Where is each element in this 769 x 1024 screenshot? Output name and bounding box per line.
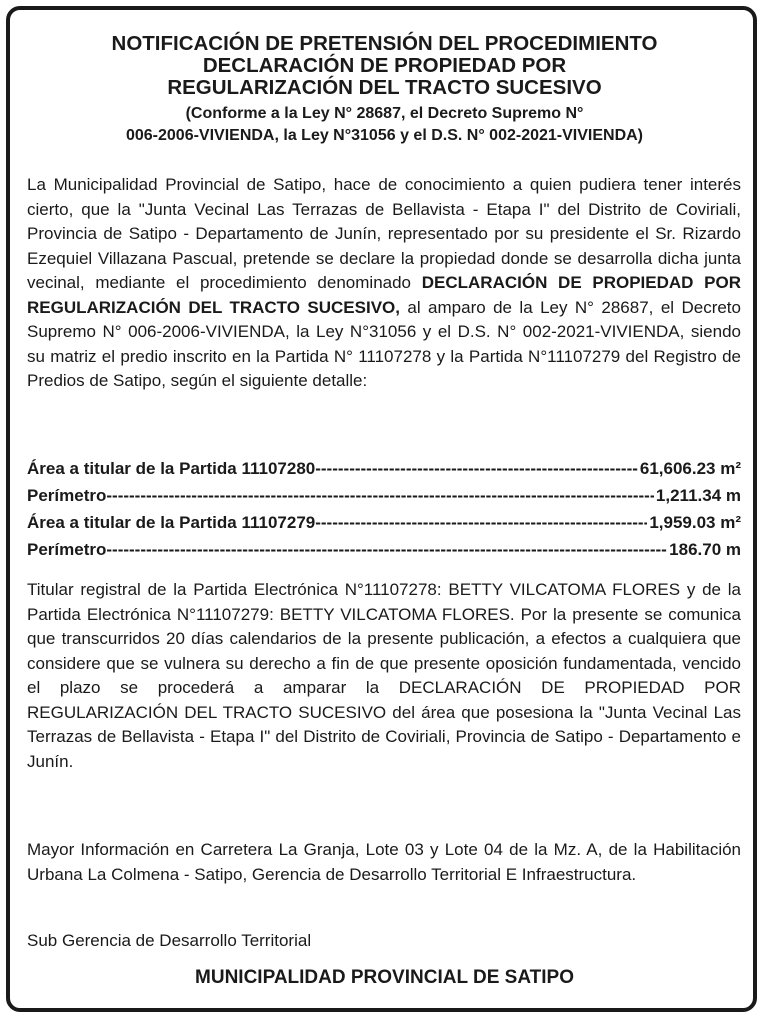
area-value-4: 186.70 m <box>669 540 741 559</box>
intro-paragraph <box>27 173 741 394</box>
title-line-3: REGULARIZACIÓN DEL TRACTO SUCESIVO <box>167 76 602 99</box>
intro-text-part2: al amparo de la Ley N° 28687, el Decreto Supremo N° 006-2006-VIVIENDA, la Ley N°31056 y el D.S. N° 002-2021-VIVIENDA, siendo su matriz el predio inscrito en la Partida N° 11107278 y la Partida N°11107279 del Registro de Predios de Satipo, según el siguiente detalle: <box>27 297 741 390</box>
issuer-name: MUNICIPALIDAD PROVINCIAL DE SATIPO <box>195 967 574 988</box>
area-details <box>27 455 741 563</box>
leader-dots <box>315 455 638 482</box>
notice-subtitle <box>0 103 769 147</box>
subtitle-line-2: 006-2006-VIVIENDA, la Ley N°31056 y el D.S. N° 002-2021-VIVIENDA) <box>125 127 644 144</box>
procedure-name: DECLARACIÓN DE PROPIEDAD POR REGULARIZACIÓN DEL TRACTO SUCESIVO, <box>27 273 742 317</box>
intro-text-part1: La Municipalidad Provincial de Satipo, hace de conocimiento a quien pudiera tener interés cierto, que la "Junta Vecinal Las Terrazas de Bellavista - Etapa I" del Distrito de Coviriali, Provincia de Satipo - Departamento de Junín, representado por su presidente el Sr. Rizardo Ezequiel Villazana Pascual, pretende se declare la propiedad donde se desarrolla dicha junta vecinal, mediante el procedimiento denominado <box>27 175 741 292</box>
area-value-2: 1,211.34 m <box>655 486 741 505</box>
area-row-2 <box>27 482 741 509</box>
notice-title <box>0 33 769 99</box>
area-row-1 <box>27 455 741 482</box>
leader-dots <box>315 509 647 536</box>
leader-dots <box>106 536 667 563</box>
area-value-1: 61,606.23 m² <box>639 459 741 478</box>
area-row-3 <box>27 509 741 536</box>
title-line-1: NOTIFICACIÓN DE PRETENSIÓN DEL PROCEDIMIENTO <box>111 32 658 55</box>
area-row-4 <box>27 536 741 563</box>
department-line: Sub Gerencia de Desarrollo Territorial <box>27 931 312 950</box>
area-label-1: Área a titular de la Partida 11107280 <box>27 459 316 478</box>
area-label-3: Área a titular de la Partida 11107279 <box>27 513 316 532</box>
title-line-2: DECLARACIÓN DE PROPIEDAD POR <box>202 54 567 77</box>
area-label-4: Perímetro <box>27 540 107 559</box>
leader-dots <box>106 482 654 509</box>
area-value-3: 1,959.03 m² <box>649 513 741 532</box>
subtitle-line-1: (Conforme a la Ley N° 28687, el Decreto Supremo N° <box>185 105 584 122</box>
titular-paragraph: Titular registral de la Partida Electrónica N°11107278: BETTY VILCATOMA FLORES y de la Partida Electrónica N°11107279: BETTY VILCATOMA FLORES. Por la presente se comunica que transcurridos 20 días calendarios de la presente publicación, a efectos a cualquiera que considere que se vulnera su derecho a fin de que presente oposición fundamentada, vencido el plazo se procederá a amparar la DECLARACIÓN DE PROPIEDAD POR REGULARIZACIÓN DEL TRACTO SUCESIVO del área que posesiona la "Junta Vecinal Las Terrazas de Bellavista - Etapa I" del Distrito de Coviriali, Provincia de Satipo - Departamento e Junín. <box>27 580 741 771</box>
info-paragraph: Mayor Información en Carretera La Granja, Lote 03 y Lote 04 de la Mz. A, de la Habilitación Urbana La Colmena - Satipo, Gerencia de Desarrollo Territorial E Infraestructura. <box>27 840 741 884</box>
area-label-2: Perímetro <box>27 486 107 505</box>
